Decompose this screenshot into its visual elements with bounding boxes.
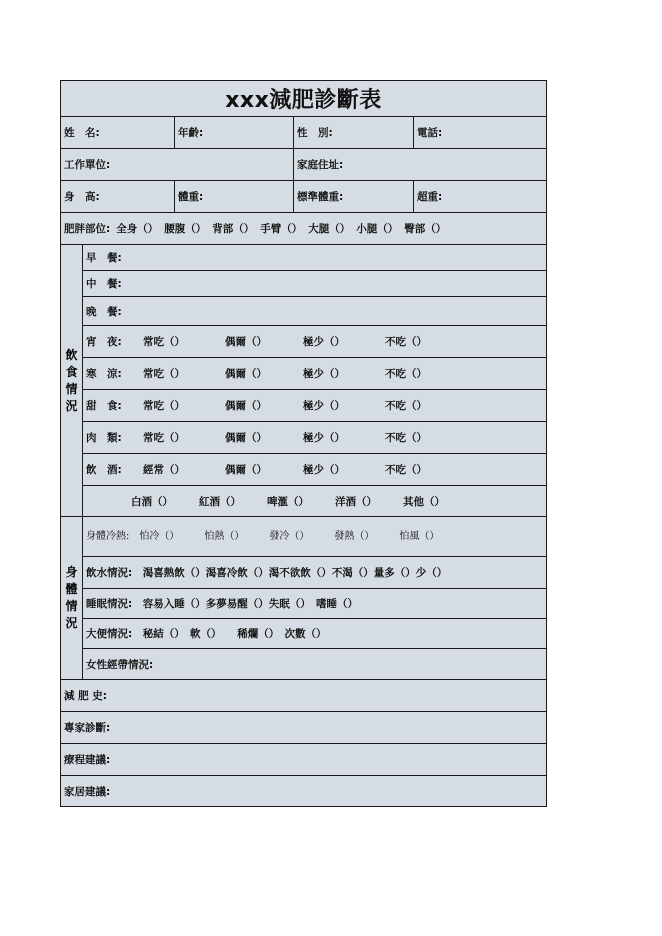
alcohol-option[interactable]: 白酒（） <box>131 495 173 508</box>
history-row <box>61 680 546 712</box>
form-title: xxx減肥診斷表 <box>225 88 382 113</box>
work-unit-field[interactable]: 工作單位: <box>64 159 111 171</box>
body-temp-field[interactable]: 身體冷熱: 怕冷（） 怕熱（） 發冷（） 發熱（） 怕風（） <box>86 531 440 542</box>
alcohol-option[interactable]: 洋酒（） <box>335 495 377 508</box>
sleep-row <box>83 589 546 619</box>
gender-field[interactable]: 性 別: <box>293 117 413 148</box>
fat-part-option[interactable]: 背部（） <box>212 223 255 235</box>
freq-option-rarely[interactable]: 極少（） <box>303 464 345 476</box>
body-section <box>61 517 546 680</box>
breakfast-row <box>83 245 546 271</box>
freq-option-often[interactable]: 經常（） <box>143 464 185 476</box>
body-temp-row <box>83 517 546 557</box>
water-row <box>83 557 546 589</box>
freq-option-often[interactable]: 常吃（） <box>143 368 185 380</box>
lunch-row <box>83 271 546 297</box>
alcohol-option[interactable]: 啤滙（） <box>267 495 309 508</box>
standard-weight-field[interactable]: 標準體重: <box>293 181 413 212</box>
course-field[interactable]: 療程建議: <box>64 754 111 766</box>
freq-option-often[interactable]: 常吃（） <box>143 432 185 444</box>
diagnosis-row <box>61 712 546 744</box>
fat-parts-row <box>61 213 546 245</box>
history-field[interactable]: 減 肥 史: <box>64 690 108 702</box>
diagnosis-form <box>60 80 547 807</box>
freq-option-rarely[interactable]: 極少（） <box>303 432 345 444</box>
female-row <box>83 649 546 679</box>
home-address-field[interactable]: 家庭住址: <box>293 149 546 180</box>
personal-row-2 <box>61 149 546 181</box>
fat-part-option[interactable]: 腰腹（） <box>164 223 207 235</box>
home-advice-row <box>61 776 546 806</box>
freq-option-never[interactable]: 不吃（） <box>385 336 427 348</box>
alcohol-types-row <box>83 486 546 516</box>
water-field[interactable]: 飲水情況: 渴喜熱飲（）渴喜冷飲（）渴不欲飲（）不渴（）量多（）少（） <box>86 567 448 579</box>
dinner-row <box>83 297 546 326</box>
breakfast-field[interactable]: 早 餐: <box>86 252 122 264</box>
name-field[interactable]: 姓 名: <box>64 127 100 139</box>
female-field[interactable]: 女性經帶情況: <box>86 658 154 671</box>
title-row <box>61 81 546 117</box>
diet-side-label: 飲 食 情 況 <box>61 245 83 516</box>
sleep-field[interactable]: 睡眠情況: 容易入睡（）多夢易醒（）失眠（） 嗜睡（） <box>86 598 358 610</box>
freq-option-often[interactable]: 常吃（） <box>143 400 185 412</box>
freq-option-rarely[interactable]: 極少（） <box>303 368 345 380</box>
fat-part-option[interactable]: 全身（） <box>116 223 159 235</box>
freq-label: 甜 食: <box>86 400 122 412</box>
weight-field[interactable]: 體重: <box>174 181 293 212</box>
overweight-field[interactable]: 超重: <box>413 181 546 212</box>
freq-option-rarely[interactable]: 極少（） <box>303 400 345 412</box>
diet-section <box>61 245 546 517</box>
alcohol-option[interactable]: 其他（） <box>403 495 445 508</box>
freq-option-never[interactable]: 不吃（） <box>385 400 427 412</box>
freq-label: 寒 涼: <box>86 368 122 380</box>
home-advice-field[interactable]: 家居建議: <box>64 785 111 798</box>
freq-option-sometimes[interactable]: 偶爾（） <box>225 400 267 412</box>
freq-label: 肉 類: <box>86 432 122 444</box>
freq-option-sometimes[interactable]: 偶爾（） <box>225 432 267 444</box>
alcohol-option[interactable]: 紅酒（） <box>199 495 241 508</box>
fat-part-option[interactable]: 大腿（） <box>308 223 351 235</box>
freq-label: 宵 夜: <box>86 336 122 348</box>
phone-field[interactable]: 電話: <box>413 117 546 148</box>
stool-row <box>83 619 546 649</box>
age-field[interactable]: 年齡: <box>174 117 293 148</box>
height-field[interactable]: 身 高: <box>64 191 100 203</box>
fat-parts-field[interactable] <box>61 213 546 244</box>
freq-option-rarely[interactable]: 極少（） <box>303 336 345 348</box>
freq-row-meat <box>83 422 546 454</box>
lunch-field[interactable]: 中 餐: <box>86 278 122 290</box>
freq-row-late-snack <box>83 326 546 358</box>
fat-parts-label: 肥胖部位: <box>64 223 111 235</box>
freq-option-never[interactable]: 不吃（） <box>385 432 427 444</box>
dinner-field[interactable]: 晚 餐: <box>86 305 122 318</box>
freq-option-never[interactable]: 不吃（） <box>385 368 427 380</box>
course-row <box>61 744 546 776</box>
freq-option-sometimes[interactable]: 偶爾（） <box>225 464 267 476</box>
body-side-label: 身 體 情 況 <box>61 517 83 679</box>
personal-row-1 <box>61 117 546 149</box>
freq-row-sweets <box>83 390 546 422</box>
freq-row-alcohol <box>83 454 546 486</box>
freq-label: 飲 酒: <box>86 464 122 476</box>
freq-option-sometimes[interactable]: 偶爾（） <box>225 336 267 348</box>
freq-option-never[interactable]: 不吃（） <box>385 464 427 476</box>
fat-part-option[interactable]: 小腿（） <box>356 223 399 235</box>
fat-part-option[interactable]: 手臂（） <box>260 223 303 235</box>
freq-option-sometimes[interactable]: 偶爾（） <box>225 368 267 380</box>
diagnosis-field[interactable]: 專家診斷: <box>64 722 111 734</box>
freq-option-often[interactable]: 常吃（） <box>143 336 185 348</box>
fat-part-option[interactable]: 臀部（） <box>404 223 447 235</box>
stool-field[interactable]: 大便情況: 秘結（） 軟（） 稀爛（） 次數（） <box>86 628 327 640</box>
personal-row-3 <box>61 181 546 213</box>
alcohol-types <box>83 486 546 516</box>
freq-row-cold-food <box>83 358 546 390</box>
